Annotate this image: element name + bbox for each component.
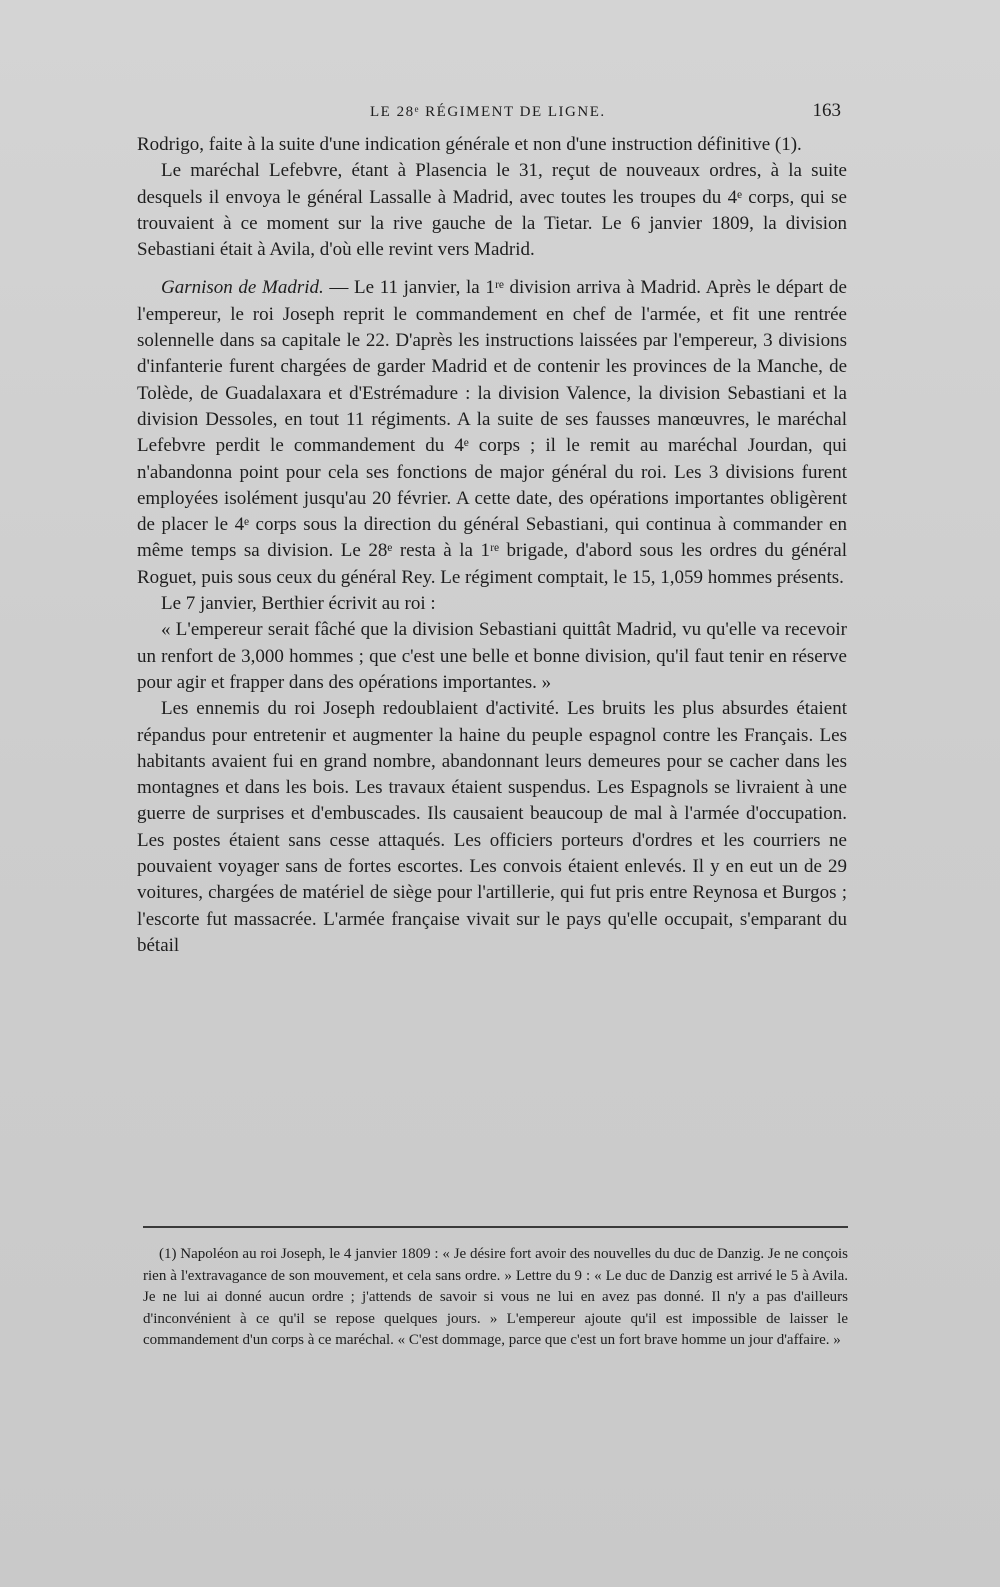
paragraph-continuation: Rodrigo, faite à la suite d'une indication générale et non d'une instruction définitive (1).	[137, 134, 802, 155]
section-dash: —	[323, 277, 355, 299]
body-text	[137, 132, 847, 959]
section-title: Garnison de Madrid.	[161, 277, 324, 299]
page-number: 163	[812, 100, 841, 121]
page-header	[140, 100, 845, 126]
section-text: Le 11 janvier, la 1ʳᵉ division arriva à Madrid. Après le départ de l'empereur, le roi Joseph reprit le commandement en chef de l'armée, et fit une rentrée solennelle dans sa capitale le 22. D'après les instructions laissées par l'empereur, 3 divisions d'infanterie furent chargées de garder Madrid et de contenir les provinces de la Manche, de Tolède, de Guadalaxara et d'Estrémadure : la division Valence, la division Sebastiani et la division Dessoles, en tout 11 régiments. A la suite de ses fausses manœuvres, le maréchal Lefebvre perdit le commandement du 4ᵉ corps ; il le remit au maréchal Jourdan, qui n'abandonna point pour cela ses fonctions de major général du roi. Les 3 divisions furent employées isolément jusqu'au 20 février. A cette date, des opérations importantes obligèrent de placer le 4ᵉ corps sous la direction du général Sebastiani, qui continua à commander en même temps sa division. Le 28ᵉ resta à la 1ʳᵉ brigade, d'abord sous les ordres du général Roguet, puis sous ceux du général Rey. Le régiment comptait, le 15, 1,059 hommes présents.	[137, 277, 847, 588]
section-paragraph	[137, 275, 847, 591]
paragraph-berthier: Le 7 janvier, Berthier écrivit au roi :	[161, 593, 436, 615]
paragraph-lefebvre: Le maréchal Lefebvre, étant à Plasencia le 31, reçut de nouveaux ordres, à la suite desquels il envoya le général Lassalle à Madrid, avec toutes les troupes du 4ᵉ corps, qui se trouvaient à ce moment sur la rive gauche de la Tietar. Le 6 janvier 1809, la division Sebastiani était à Avila, d'où elle revint vers Madrid.	[137, 160, 847, 261]
footnote	[143, 1244, 848, 1352]
footnote-rule	[143, 1226, 848, 1228]
footnote-text: (1) Napoléon au roi Joseph, le 4 janvier 1809 : « Je désire fort avoir des nouvelles du duc de Danzig. Je ne conçois rien à l'extravagance de son mouvement, et cela sans ordre. » Lettre du 9 : « Le duc de Danzig est arrivé le 5 à Avila. Je ne lui ai donné aucun ordre ; j'attends de savoir si vous ne lui en avez pas donné. Il n'y a pas d'ailleurs d'inconvénient à ce qu'il se repose quelques jours. » L'empereur ajoute qu'il est impossible de laisser le commandement d'un corps à ce maréchal. « C'est dommage, parce que c'est un fort brave homme un jour d'affaire. »	[143, 1246, 848, 1348]
running-title: LE 28ᵉ RÉGIMENT DE LIGNE.	[370, 104, 606, 120]
paragraph-quote: « L'empereur serait fâché que la division Sebastiani quittât Madrid, vu qu'elle va recevoir un renfort de 3,000 hommes ; que c'est une belle et bonne division, qu'il faut tenir en réserve pour agir et frapper dans des opérations importantes. »	[137, 619, 847, 693]
paragraph-ennemis: Les ennemis du roi Joseph redoublaient d'activité. Les bruits les plus absurdes étaient répandus pour entretenir et augmenter la haine du peuple espagnol contre les Français. Les habitants avaient fui en grand nombre, abandonnant leurs demeures pour se cacher dans les montagnes et dans les bois. Les travaux étaient suspendus. Les Espagnols se livraient à une guerre de surprises et d'embuscades. Ils causaient beaucoup de mal à l'armée d'occupation. Les postes étaient sans cesse attaqués. Les officiers porteurs d'ordres et les courriers ne pouvaient voyager sans de fortes escortes. Les convois étaient enlevés. Il y en eut un de 29 voitures, chargées de matériel de siège pour l'artillerie, qui fut pris entre Reynosa et Burgos ; l'escorte fut massacrée. L'armée française vivait sur le pays qu'elle occupait, s'emparant du bétail	[137, 698, 847, 956]
